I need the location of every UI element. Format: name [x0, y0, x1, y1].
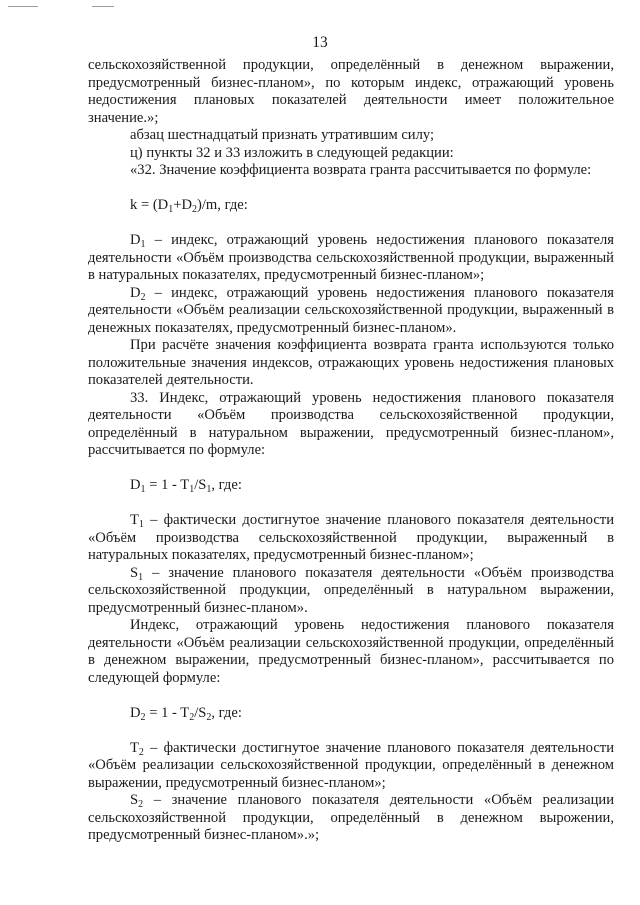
document-body [88, 57, 614, 845]
paragraph: «32. Значение коэффициента возврата гранта рассчитывается по формуле: [130, 162, 592, 178]
paragraph: сельскохозяйственной продукции, определённый в денежном выражении, предусмотренный бизнес-планом», по которым индекс, отражающий уровень недостижения плановых показателей деятельности имеет положительное значение.»; [88, 57, 614, 126]
scan-artifact-mark [92, 6, 114, 7]
definition-t2: $T_2$ – фактически достигнутое значение планового показателя деятельности «Объём реализации сельскохозяйственной продукции, определённый в денежном выражении, предусмотренный бизнес-планом»; [88, 739, 614, 791]
definition-s2: $S_2$ – значение планового показателя деятельности «Объём реализации сельскохозяйственной продукции, определённый в денежном вырожении, предусмотренный бизнес-планом».»; [88, 792, 614, 843]
paragraph: ц) пункты 32 и 33 изложить в следующей редакции: [130, 144, 454, 161]
definition-d1: $D_1$ – индекс, отражающий уровень недостижения планового показателя деятельности «Объём производства сельскохозяйственной продукции, выраженный в натуральных показателях, предусмотренный бизнес-планом»; [88, 232, 614, 283]
scan-artifact-mark [8, 6, 38, 7]
paragraph: 33. Индекс, отражающий уровень недостижения планового показателя деятельности «Объём производства сельскохозяйственной продукции, определённый в натуральном выражении, предусмотренный бизнес-планом», рассчитывается по формуле: [88, 389, 614, 458]
paragraph: абзац шестнадцатый признать утратившим силу; [130, 127, 435, 143]
page-number: 13 [312, 34, 328, 51]
definition-t1: $T_1$ – фактически достигнутое значение планового показателя деятельности «Объём производства сельскохозяйственной продукции, выраженный в натуральных показателях, предусмотренный бизнес-планом»; [88, 512, 614, 563]
formula-d1: $D_1 = 1 - T_1/S_1$, где: [130, 477, 242, 495]
formula-d2: $D_2 = 1 - T_2/S_2$, где: [130, 704, 242, 723]
paragraph: Индекс, отражающий уровень недостижения планового показателя деятельности «Объём реализации сельскохозяйственной продукции, определённый в денежном выражении, предусмотренный бизнес-планом», рассчитывается по следующей формуле: [88, 617, 614, 686]
formula-k: $k = (D_1+D_2)/m$, где: [130, 197, 248, 215]
definition-d2: $D_2$ – индекс, отражающий уровень недостижения планового показателя деятельности «Объём реализации сельскохозяйственной продукции, выраженный в денежных показателях, предусмотренный бизнес-планом». [88, 284, 614, 336]
paragraph: При расчёте значения коэффициента возврата гранта используются только положительные значения индексов, отражающих уровень недостижения плановых показателей деятельности. [88, 337, 614, 388]
definition-s1: $S_1$ – значение планового показателя деятельности «Объём производства сельскохозяйственной продукции, определённый в натуральном выражении, предусмотренный бизнес-планом». [88, 564, 614, 616]
